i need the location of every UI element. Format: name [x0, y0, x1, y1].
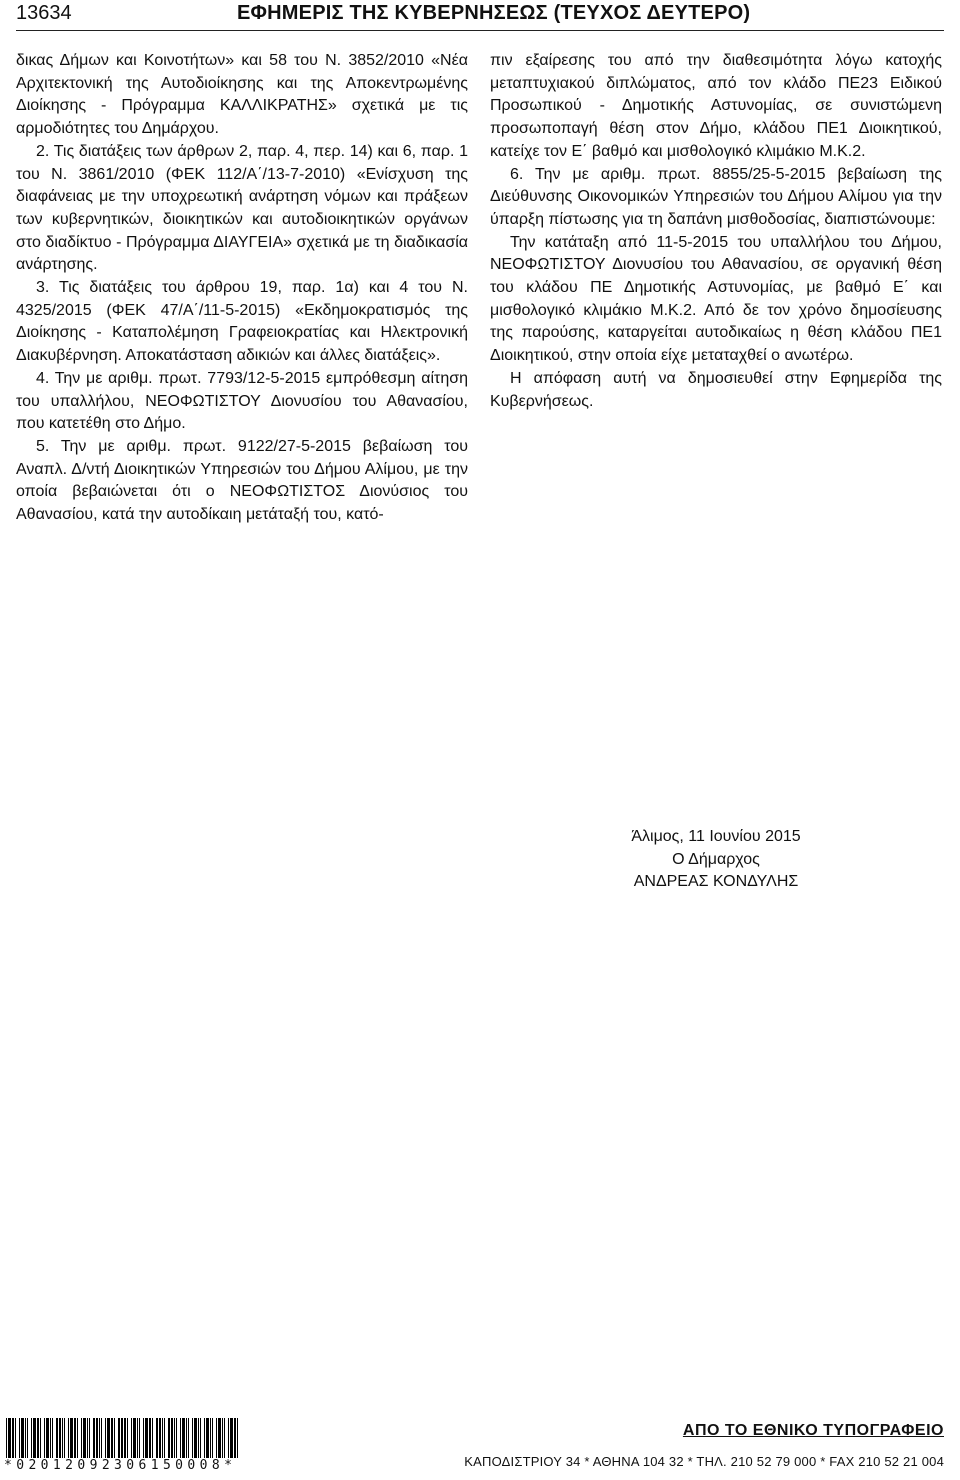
barcode-bars [4, 1418, 300, 1458]
barcode-bar [168, 1418, 170, 1458]
barcode-bar [194, 1418, 197, 1458]
page-header [0, 0, 960, 40]
barcode-bar [182, 1418, 185, 1458]
printer-address: ΚΑΠΟΔΙΣΤΡΙΟΥ 34 * ΑΘΗΝΑ 104 32 * ΤΗΛ. 210 52 79 000 * FAX 210 52 21 004 [464, 1454, 944, 1469]
barcode-bar [111, 1418, 113, 1458]
paragraph: 3. Τις διατάξεις του άρθρου 19, παρ. 1α) και 4 του Ν. 4325/2015 (ΦΕΚ 47/Α΄/11-5-2015) «Εκδημοκρατισμός της Διοίκησης - Καταπολέμηση Γραφειοκρατίας και Ηλεκτρονική Διακυβέρνηση. Αποκατάσταση αδικιών και άλλες διατάξεις». [16, 279, 468, 365]
barcode-bar [93, 1418, 95, 1458]
barcode-digits: *02012092306150008* [4, 1458, 237, 1473]
barcode-bar [81, 1418, 82, 1458]
barcode-bar [171, 1418, 173, 1458]
barcode-bar [6, 1418, 7, 1458]
barcode-bar [27, 1418, 28, 1458]
barcode-bar [164, 1418, 165, 1458]
header-rule [16, 30, 944, 31]
barcode-bar [176, 1418, 177, 1458]
barcode-bar [83, 1418, 86, 1458]
paragraph: δικας Δήμων και Κοινοτήτων» και 58 του Ν. 3852/2010 «Νέα Αρχιτεκτονική της Αυτοδιοίκησης και της Αποκεντρωμένης Διοίκησης - Πρόγραμμα ΚΑΛΛΙΚΡΑΤΗΣ» σχετικά με τις αρμοδιότητες του Δημάρχου. [16, 52, 468, 138]
paragraph: Την κατάταξη από 11-5-2015 του υπαλλήλου του Δήμου, ΝΕΟΦΩΤΙΣΤΟΥ Διονυσίου του Αθανασίου, σε οργανική θέση του κλάδου ΠΕ Δημοτικής Αστυνομίας, με βαθμό Ε΄ και μισθολογικό κλιμάκιο Μ.Κ.2. Από δε τον χρόνο δημοσίευσης της παρούσης, καταργείται αυτοδικαίως η θέση κλάδου ΠΕ1 Διοικητικού, στην οποία είχε μεταταχθεί ο ανωτέρω. [490, 233, 942, 365]
barcode-bar [77, 1418, 78, 1458]
signatory-role: Ο Δήμαρχος [672, 850, 760, 868]
barcode-bar [74, 1418, 76, 1458]
barcode-bar [200, 1418, 201, 1458]
barcode-bar [33, 1418, 36, 1458]
right-column [490, 50, 942, 413]
barcode-bar [124, 1418, 126, 1458]
barcode-bar [19, 1418, 20, 1458]
barcode [4, 1418, 300, 1476]
signature-block [490, 826, 942, 894]
barcode-bar [131, 1418, 132, 1458]
barcode-bar [101, 1418, 102, 1458]
barcode-bar [145, 1418, 148, 1458]
barcode-bar [37, 1418, 39, 1458]
barcode-bar [40, 1418, 41, 1458]
barcode-bar [216, 1418, 217, 1458]
barcode-bar [52, 1418, 53, 1458]
paragraph: 6. Την με αριθμ. πρωτ. 8855/25-5-2015 βεβαίωση της Διεύθυνσης Οικονομικών Υπηρεσιών του Δήμου Αλίμου για την ύπαρξη πίστωσης για τη δαπάνη μισθοδοσίας, διαπιστώνουμε: [490, 165, 942, 228]
barcode-bar [107, 1418, 110, 1458]
barcode-bar [21, 1418, 24, 1458]
place-date: Άλιμος, 11 Ιουνίου 2015 [631, 828, 801, 845]
barcode-bar [192, 1418, 193, 1458]
gazette-title: ΕΦΗΜΕΡΙΣ ΤΗΣ ΚΥΒΕΡΝΗΣΕΩΣ (ΤΕΥΧΟΣ ΔΕΥΤΕΡΟ) [237, 2, 751, 24]
barcode-bar [198, 1418, 199, 1458]
barcode-bar [8, 1418, 11, 1458]
barcode-bar [156, 1418, 158, 1458]
printer-name: ΑΠΟ ΤΟ ΕΘΝΙΚΟ ΤΥΠΟΓΡΑΦΕΙΟ [682, 1422, 944, 1439]
barcode-bar [162, 1418, 163, 1458]
barcode-bar [137, 1418, 138, 1458]
page-number: 13634 [16, 2, 72, 24]
barcode-bar [56, 1418, 58, 1458]
barcode-bar [114, 1418, 115, 1458]
barcode-bar [118, 1418, 120, 1458]
barcode-bar [186, 1418, 187, 1458]
barcode-bar [230, 1418, 233, 1458]
barcode-bar [99, 1418, 100, 1458]
barcode-bar [210, 1418, 211, 1458]
barcode-bar [64, 1418, 65, 1458]
barcode-bar [212, 1418, 213, 1458]
barcode-bar [218, 1418, 221, 1458]
barcode-bar [50, 1418, 51, 1458]
barcode-bar [12, 1418, 14, 1458]
barcode-bar [62, 1418, 63, 1458]
barcode-bar [89, 1418, 90, 1458]
barcode-bar [70, 1418, 73, 1458]
barcode-bar [87, 1418, 88, 1458]
barcode-bar [139, 1418, 140, 1458]
left-column [16, 50, 468, 527]
barcode-bar [96, 1418, 98, 1458]
paragraph: 2. Τις διατάξεις των άρθρων 2, παρ. 4, περ. 14) και 6, παρ. 1 του Ν. 3861/2010 (ΦΕΚ 112/Α΄/13-7-2010) «Ενίσχυση της διαφάνειας με την υποχρεωτική ανάρτηση νόμων και πράξεων των κυβερνητικών, διοικητικών και αυτοδιοικητικών οργάνων στο διαδίκτυο - Πρόγραμμα ΔΙΑΥΓΕΙΑ» σχετικά με τη διαδικασία ανάρτησης. [16, 142, 468, 274]
barcode-bar [15, 1418, 16, 1458]
barcode-bar [68, 1418, 69, 1458]
barcode-bar [105, 1418, 106, 1458]
barcode-bar [149, 1418, 151, 1458]
barcode-bar [159, 1418, 161, 1458]
paragraph: 4. Την με αριθμ. πρωτ. 7793/12-5-2015 εμπρόθεσμη αίτηση του υπαλλήλου, ΝΕΟΦΩΤΙΣΤΟΥ Διονυσίου του Αθανασίου, που κατετέθη στο Δήμο. [16, 369, 468, 433]
barcode-bar [44, 1418, 45, 1458]
barcode-bar [206, 1418, 209, 1458]
barcode-bar [152, 1418, 153, 1458]
barcode-bar [180, 1418, 181, 1458]
barcode-bar [174, 1418, 175, 1458]
barcode-bar [133, 1418, 136, 1458]
printer-info [464, 1422, 944, 1469]
barcode-bar [31, 1418, 32, 1458]
barcode-bar [46, 1418, 49, 1458]
paragraph: Η απόφαση αυτή να δημοσιευθεί στην Εφημερίδα της Κυβερνήσεως. [490, 369, 942, 410]
barcode-bar [234, 1418, 236, 1458]
barcode-bar [25, 1418, 26, 1458]
barcode-bar [188, 1418, 189, 1458]
barcode-bar [121, 1418, 123, 1458]
barcode-bar [237, 1418, 238, 1458]
barcode-bar [59, 1418, 61, 1458]
barcode-bar [224, 1418, 225, 1458]
barcode-bar [228, 1418, 229, 1458]
barcode-bar [222, 1418, 223, 1458]
barcode-bar [143, 1418, 144, 1458]
barcode-bar [127, 1418, 128, 1458]
barcode-bar [204, 1418, 205, 1458]
signatory-name: ΑΝΔΡΕΑΣ ΚΟΝΔΥΛΗΣ [633, 873, 799, 891]
paragraph: πιν εξαίρεσης του από την διαθεσιμότητα λόγω κατοχής μεταπτυχιακού διπλώματος, από τον κλάδο ΠΕ23 Ειδικού Προσωπικού - Δημοτικής Αστυνομίας, σε συνιστώμενη προσωποπαγή θέση στον Δήμο, κλάδου ΠΕ1 Διοικητικού, κατείχε τον Ε΄ βαθμό και μισθολογικό κλιμάκιο Μ.Κ.2. [490, 52, 942, 160]
paragraph: 5. Την με αριθμ. πρωτ. 9122/27-5-2015 βεβαίωση του Αναπλ. Δ/ντή Διοικητικών Υπηρεσιών του Δήμου Αλίμου, με την οποία βεβαιώνεται ότι ο ΝΕΟΦΩΤΙΣΤΟΣ Διονύσιος του Αθανασίου, κατά την αυτοδίκαιη μετάταξή του, κατό- [16, 437, 468, 524]
